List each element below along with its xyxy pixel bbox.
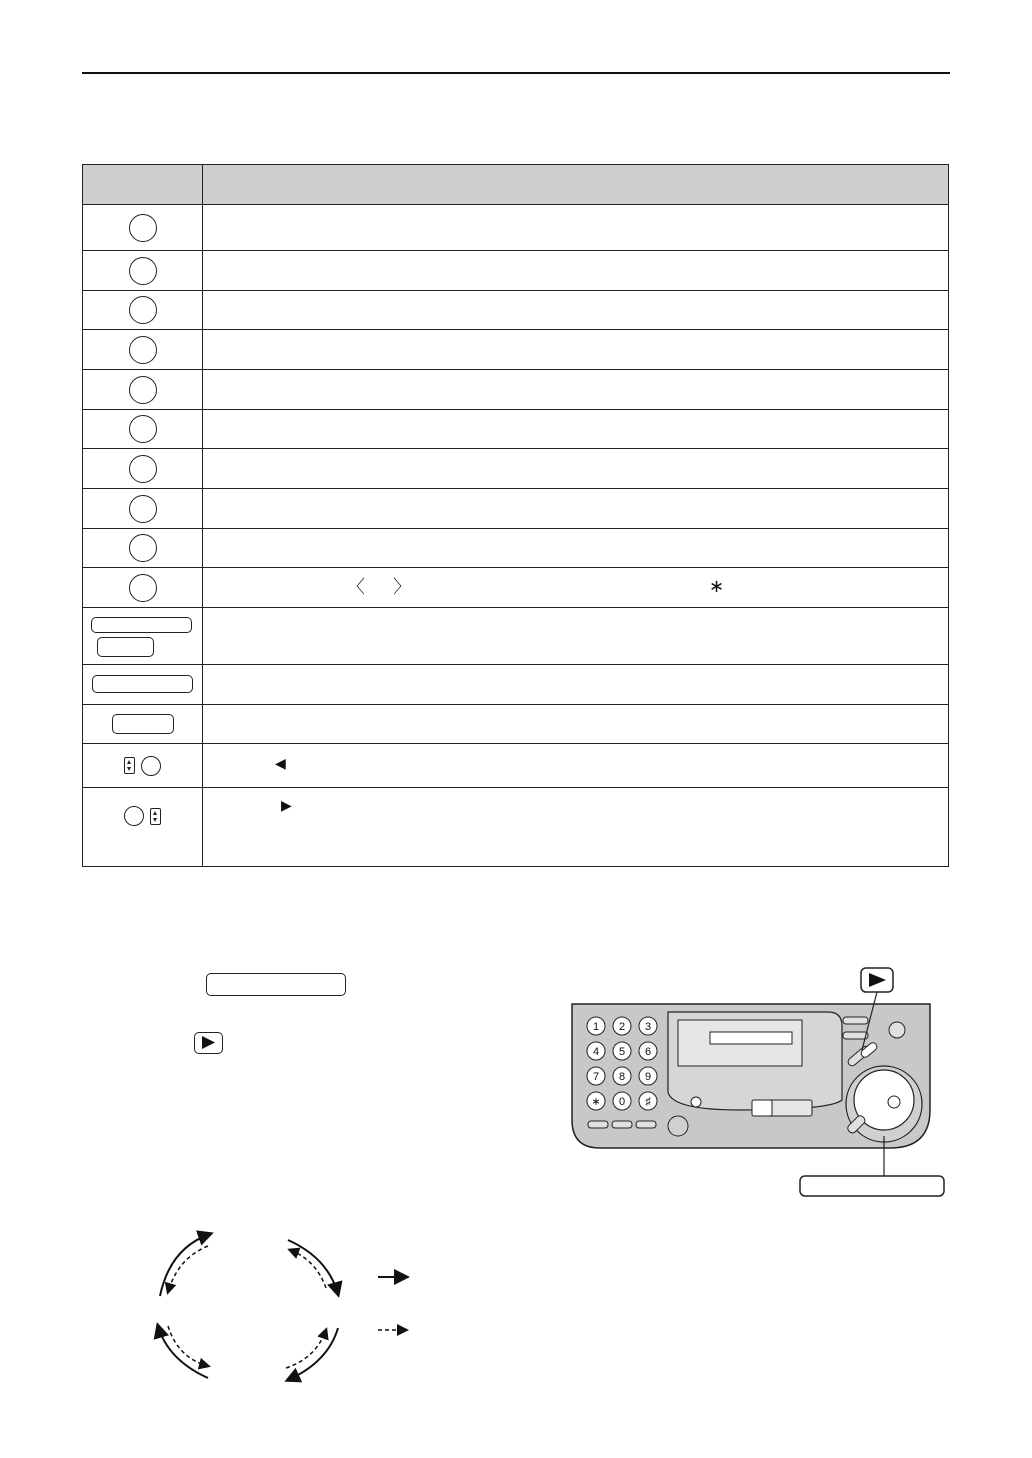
round-key-icon bbox=[129, 495, 157, 523]
table-row bbox=[83, 744, 949, 788]
keypad-key-label: 6 bbox=[644, 1046, 652, 1058]
row-description bbox=[203, 665, 949, 705]
keypad-key-label: 0 bbox=[618, 1096, 626, 1108]
table-row bbox=[83, 529, 949, 568]
round-key-icon bbox=[129, 415, 157, 443]
top-rule bbox=[82, 72, 950, 74]
table-header-row bbox=[83, 165, 949, 205]
round-key-icon bbox=[129, 336, 157, 364]
row-description bbox=[203, 529, 949, 568]
right-triangle-glyph: ▶ bbox=[281, 797, 292, 813]
row-description bbox=[203, 568, 949, 608]
keypad-key-label: ♯ bbox=[645, 1096, 651, 1108]
round-key-icon bbox=[129, 257, 157, 285]
table-row bbox=[83, 410, 949, 449]
round-key-icon bbox=[129, 574, 157, 602]
fax-machine-illustration bbox=[560, 960, 960, 1200]
row-description bbox=[203, 705, 949, 744]
round-key-icon bbox=[124, 806, 144, 826]
table-row bbox=[83, 608, 949, 665]
row-description bbox=[203, 330, 949, 370]
scroll-key-icon bbox=[124, 757, 135, 774]
table-row bbox=[83, 788, 949, 867]
round-key-icon bbox=[129, 214, 157, 242]
table-row bbox=[83, 251, 949, 291]
keypad-key-label: ∗ bbox=[591, 1096, 601, 1108]
keypad-key-label: 3 bbox=[644, 1021, 652, 1033]
row-description bbox=[203, 370, 949, 410]
keypad-key-label: 9 bbox=[644, 1071, 652, 1083]
table-row bbox=[83, 665, 949, 705]
keypad-key-label: 8 bbox=[618, 1071, 626, 1083]
asterisk-glyph: ∗ bbox=[709, 576, 725, 596]
scroll-key-icon bbox=[150, 808, 161, 825]
angle-close-glyph: 〉 bbox=[393, 577, 411, 597]
wide-key-icon bbox=[91, 617, 192, 633]
row-description bbox=[203, 489, 949, 529]
row-description bbox=[203, 744, 949, 788]
round-key-icon bbox=[129, 534, 157, 562]
wide-key-icon bbox=[92, 675, 193, 693]
round-key-icon bbox=[129, 376, 157, 404]
table-row bbox=[83, 489, 949, 529]
keypad-key-label: 5 bbox=[618, 1046, 626, 1058]
key-function-table bbox=[82, 164, 949, 867]
row-description bbox=[203, 291, 949, 330]
row-description bbox=[203, 788, 949, 867]
round-key-icon bbox=[129, 455, 157, 483]
table-row bbox=[83, 205, 949, 251]
keypad-key-label: 4 bbox=[592, 1046, 600, 1058]
rotation-cycle-diagram bbox=[150, 1230, 430, 1390]
left-triangle-glyph: ◀ bbox=[275, 755, 286, 771]
small-key-icon bbox=[97, 637, 154, 657]
angle-open-glyph: 〈 bbox=[347, 577, 365, 597]
round-key-icon bbox=[129, 296, 157, 324]
row-description bbox=[203, 410, 949, 449]
table-row bbox=[83, 705, 949, 744]
inline-play-key-icon bbox=[194, 1032, 223, 1054]
inline-wide-key-icon bbox=[206, 973, 346, 996]
keypad-key-label: 2 bbox=[618, 1021, 626, 1033]
header-key-cell bbox=[83, 165, 203, 205]
row-description bbox=[203, 205, 949, 251]
row-description bbox=[203, 608, 949, 665]
keypad-key-label: 1 bbox=[592, 1021, 600, 1033]
row-description bbox=[203, 251, 949, 291]
table-row bbox=[83, 449, 949, 489]
round-key-icon bbox=[141, 756, 161, 776]
table-row bbox=[83, 291, 949, 330]
keypad-key-label: 7 bbox=[592, 1071, 600, 1083]
table-row bbox=[83, 568, 949, 608]
row-description bbox=[203, 449, 949, 489]
small-key-icon bbox=[112, 714, 174, 734]
header-desc-cell bbox=[203, 165, 949, 205]
table-row bbox=[83, 330, 949, 370]
table-row bbox=[83, 370, 949, 410]
